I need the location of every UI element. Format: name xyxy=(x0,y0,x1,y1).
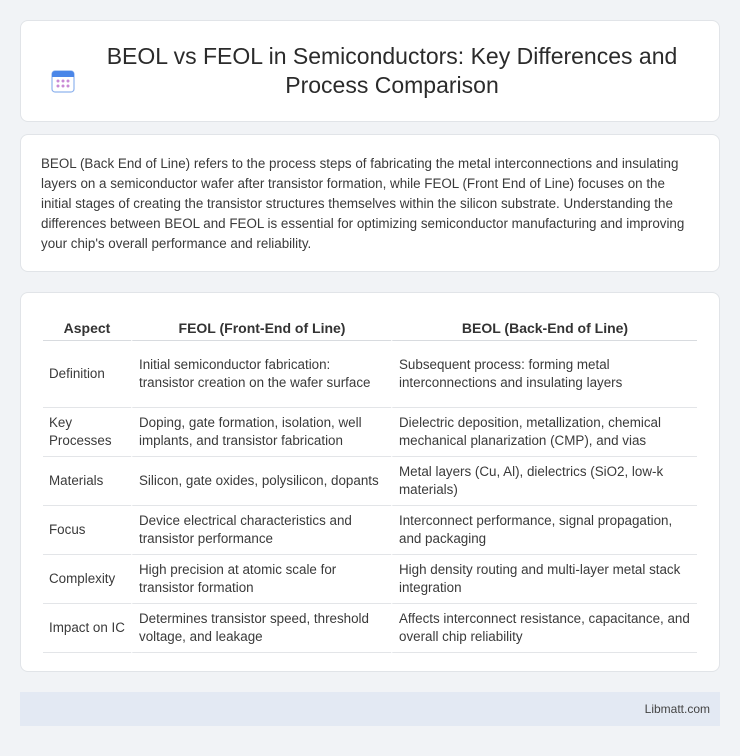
intro-card xyxy=(20,134,720,272)
calendar-grid-icon xyxy=(50,68,76,94)
comparison-card xyxy=(20,292,720,672)
cell-feol: Initial semiconductor fabrication: transistor creation on the wafer surface xyxy=(131,341,391,408)
cell-aspect: Focus xyxy=(43,506,131,555)
cell-aspect: Complexity xyxy=(43,555,131,604)
table-row xyxy=(43,555,697,604)
footer-site-link[interactable]: Libmatt.com xyxy=(644,702,710,716)
table-row xyxy=(43,457,697,506)
cell-feol: Device electrical characteristics and transistor performance xyxy=(131,506,391,555)
page-title: BEOL vs FEOL in Semiconductors: Key Differences and Process Comparison xyxy=(106,43,678,98)
cell-feol: Doping, gate formation, isolation, well implants, and transistor fabrication xyxy=(131,408,391,457)
cell-beol: Dielectric deposition, metallization, chemical mechanical planarization (CMP), and vias xyxy=(391,408,697,457)
cell-aspect: Definition xyxy=(43,341,131,408)
cell-feol: Determines transistor speed, threshold voltage, and leakage xyxy=(131,604,391,653)
table-row xyxy=(43,604,697,653)
cell-beol: Subsequent process: forming metal interconnections and insulating layers xyxy=(391,341,697,408)
footer-bar xyxy=(20,692,720,726)
table-row xyxy=(43,506,697,555)
cell-feol: High precision at atomic scale for transistor formation xyxy=(131,555,391,604)
intro-paragraph: BEOL (Back End of Line) refers to the process steps of fabricating the metal interconnections and insulating layers on a semiconductor wafer after transistor formation, while FEOL (Front End of Line) focuses on the initial stages of creating the transistor structures themselves within the silicon substrate. Understanding the differences between BEOL and FEOL is essential for optimizing semiconductor manufacturing and improving your chip's overall performance and reliability. xyxy=(41,156,685,251)
cell-beol: High density routing and multi-layer metal stack integration xyxy=(391,555,697,604)
comparison-table xyxy=(43,311,697,653)
title-row xyxy=(50,42,690,100)
table-row xyxy=(43,408,697,457)
title-card xyxy=(20,20,720,122)
cell-aspect: Materials xyxy=(43,457,131,506)
cell-beol: Interconnect performance, signal propagation, and packaging xyxy=(391,506,697,555)
header-feol: FEOL (Front-End of Line) xyxy=(131,311,391,341)
cell-beol: Affects interconnect resistance, capacitance, and overall chip reliability xyxy=(391,604,697,653)
table-header-row xyxy=(43,311,697,341)
cell-beol: Metal layers (Cu, Al), dielectrics (SiO2, low-k materials) xyxy=(391,457,697,506)
header-aspect: Aspect xyxy=(43,311,131,341)
cell-aspect: Key Processes xyxy=(43,408,131,457)
table-row xyxy=(43,341,697,408)
cell-aspect: Impact on IC xyxy=(43,604,131,653)
cell-feol: Silicon, gate oxides, polysilicon, dopants xyxy=(131,457,391,506)
header-beol: BEOL (Back-End of Line) xyxy=(391,311,697,341)
